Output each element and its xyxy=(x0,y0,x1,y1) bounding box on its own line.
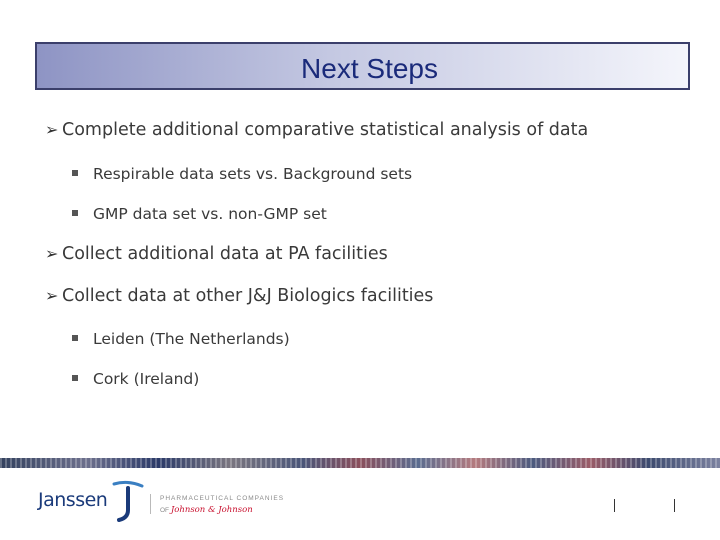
arrow-bullet-icon: ➢ xyxy=(45,244,59,263)
bullet-item-3-text: Collect data at other J&J Biologics facilities xyxy=(62,286,434,306)
logo-divider xyxy=(150,494,151,514)
bullet-item-2 xyxy=(45,244,388,264)
sub-bullet-1-2 xyxy=(72,205,327,223)
arrow-bullet-icon: ➢ xyxy=(45,120,59,139)
decorative-stripe xyxy=(0,458,720,468)
footer-divider-mark xyxy=(674,499,675,512)
sub-bullet-3-1-text: Leiden (The Netherlands) xyxy=(93,330,290,348)
janssen-logo-text: Janssen xyxy=(38,489,108,511)
janssen-swoosh-icon xyxy=(110,478,146,524)
square-bullet-icon xyxy=(72,170,78,176)
arrow-bullet-icon: ➢ xyxy=(45,286,59,305)
johnson-and-johnson-logo: Johnson & Johnson xyxy=(170,505,253,515)
jnj-line xyxy=(160,505,253,515)
sub-bullet-3-2-text: Cork (Ireland) xyxy=(93,370,200,388)
square-bullet-icon xyxy=(72,335,78,341)
footer-divider-mark xyxy=(614,499,615,512)
sub-bullet-3-1 xyxy=(72,330,290,348)
title-bar xyxy=(35,42,690,90)
sub-bullet-1-2-text: GMP data set vs. non-GMP set xyxy=(93,205,327,223)
bullet-item-2-text: Collect additional data at PA facilities xyxy=(62,244,388,264)
slide-title: Next Steps xyxy=(301,53,438,84)
bullet-item-1-text: Complete additional comparative statistical analysis of data xyxy=(62,120,589,140)
jnj-prefix: OF xyxy=(160,507,170,514)
square-bullet-icon xyxy=(72,375,78,381)
square-bullet-icon xyxy=(72,210,78,216)
sub-bullet-1-1 xyxy=(72,165,412,183)
sub-bullet-1-1-text: Respirable data sets vs. Background sets xyxy=(93,165,413,183)
pharma-companies-text: PHARMACEUTICAL COMPANIES xyxy=(160,495,285,502)
bullet-item-3 xyxy=(45,286,433,306)
sub-bullet-3-2 xyxy=(72,370,199,388)
bullet-item-1 xyxy=(45,120,588,140)
